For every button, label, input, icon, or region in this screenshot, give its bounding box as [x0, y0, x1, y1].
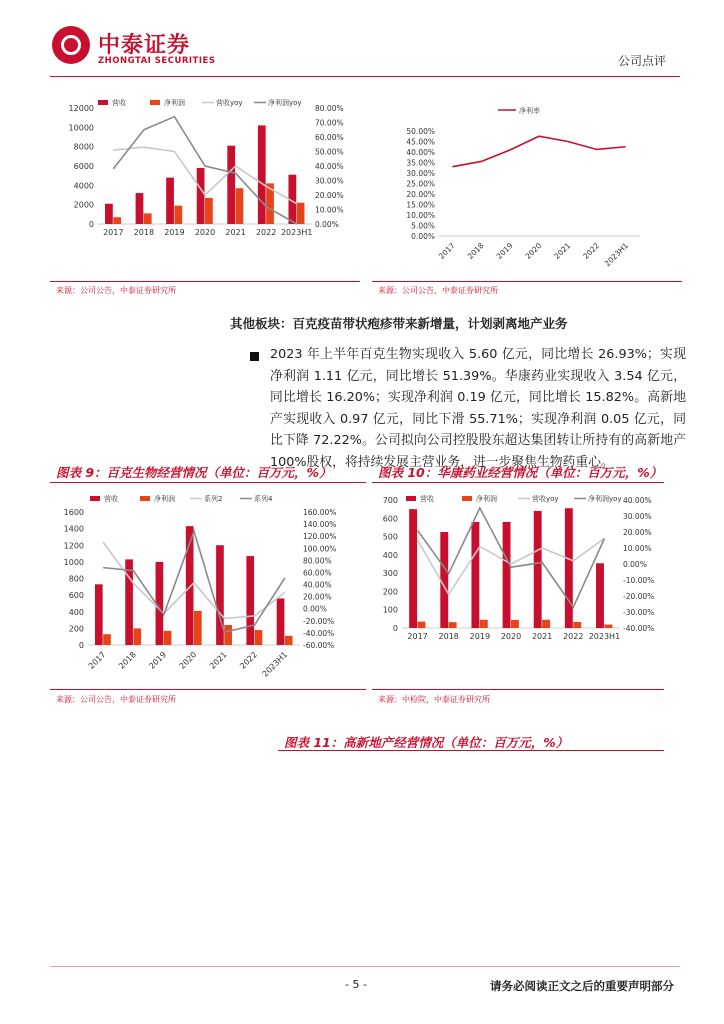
x-tick-label: 2021 [207, 650, 229, 671]
y-tick-label: 5.00% [411, 221, 435, 231]
x-tick-label: 2020 [194, 228, 216, 237]
figure9-title-divider [50, 482, 366, 483]
y-tick-label: 200 [382, 587, 398, 597]
logo-mark-icon [52, 26, 90, 64]
x-tick-label: 2018 [117, 650, 138, 671]
y-tick-label: 700 [382, 496, 398, 505]
y-tick-label: 400 [382, 550, 398, 560]
bar-营收 [440, 532, 448, 628]
legend-label-3: 系列4 [254, 495, 273, 503]
y-tick-label: 25.00% [406, 179, 435, 189]
x-tick-label: 2020 [500, 632, 522, 641]
y2-tick-label: 0.00% [623, 560, 647, 569]
bar-营收 [258, 125, 266, 224]
y-tick-label: 8000 [73, 142, 94, 152]
y-tick-label: 10000 [68, 123, 94, 133]
chart2-source: 来源：公司公告，中泰证券研究所 [378, 286, 498, 295]
bar-净利润 [194, 611, 202, 645]
legend-swatch-1 [150, 100, 160, 105]
y2-tick-label: 40.00% [315, 162, 344, 171]
y-tick-label: 45.00% [406, 137, 435, 147]
legend-label-1: 净利润 [154, 495, 175, 503]
y2-tick-label: 60.00% [303, 568, 332, 578]
x-tick-label: 2022 [563, 632, 584, 641]
x-tick-label: 2023H1 [588, 632, 621, 641]
line-net-margin [452, 136, 625, 166]
bar-净利润 [205, 198, 213, 224]
bar-净利润 [144, 213, 152, 224]
chart4-source-divider [372, 689, 664, 690]
x-tick-label: 2023H1 [280, 228, 313, 237]
y-tick-label: 1600 [63, 508, 84, 517]
y-tick-label: 400 [68, 607, 84, 617]
bar-净利润 [449, 622, 457, 628]
y2-tick-label: 160.00% [303, 508, 337, 517]
legend-label-0: 营收 [420, 495, 434, 503]
legend-label-2: 营收yoy [532, 495, 559, 503]
bar-营收 [471, 522, 479, 628]
x-tick-label: 2022 [581, 241, 602, 261]
bar-净利润 [285, 636, 293, 645]
legend-label-2: 系列2 [204, 495, 223, 503]
bar-营收 [227, 146, 235, 224]
y-tick-label: 0.00% [411, 232, 435, 241]
y-tick-label: 6000 [73, 162, 94, 171]
x-tick-label: 2021 [531, 632, 553, 641]
bar-净利润 [511, 620, 519, 628]
figure9-title: 图表 9：百克生物经营情况（单位：百万元，%） [56, 465, 332, 480]
x-tick-label: 2022 [255, 228, 277, 237]
y-tick-label: 50.00% [406, 127, 435, 136]
bar-净利润 [133, 628, 141, 645]
bar-净利润 [224, 625, 232, 645]
chart3-source: 来源：公司公告，中泰证券研究所 [56, 695, 176, 704]
chart-revenue-profit [50, 92, 360, 252]
y-tick-label: 0 [392, 624, 398, 633]
x-tick-label: 2019 [164, 228, 185, 237]
logo-text-cn: 中泰证券 [98, 33, 191, 58]
y2-tick-label: 40.00% [623, 496, 652, 505]
y-tick-label: 30.00% [406, 169, 435, 178]
footer-divider [50, 966, 680, 967]
legend-label-2: 营收yoy [216, 99, 243, 107]
y2-tick-label: 0.00% [315, 220, 339, 229]
y2-tick-label: 60.00% [315, 133, 344, 142]
y2-tick-label: -60.00% [303, 641, 335, 650]
x-tick-label: 2017 [436, 241, 457, 261]
bar-营收 [246, 556, 254, 645]
legend-label-1: 净利润 [164, 99, 185, 107]
y-tick-label: 35.00% [406, 158, 435, 168]
bar-营收 [125, 559, 133, 645]
bar-营收 [166, 178, 174, 224]
figure10-title: 图表 10：华康药业经营情况（单位：百万元，%） [378, 465, 663, 480]
y2-tick-label: 40.00% [303, 580, 332, 590]
x-tick-label: 2019 [469, 632, 491, 641]
x-tick-label: 2021 [225, 228, 246, 237]
chart2-source-divider [372, 281, 682, 282]
y2-tick-label: -40.00% [303, 628, 335, 638]
y2-tick-label: 50.00% [315, 147, 344, 157]
y-tick-label: 20.00% [406, 190, 435, 199]
x-tick-label: 2023H1 [260, 650, 290, 679]
x-tick-label: 2021 [552, 241, 573, 261]
x-tick-label: 2020 [523, 241, 544, 261]
bar-净利润 [573, 622, 581, 628]
bar-净利润 [297, 203, 305, 224]
legend-label-1: 净利润 [476, 495, 497, 503]
bar-净利润 [103, 634, 111, 645]
bar-净利润 [113, 217, 121, 224]
y2-tick-label: 120.00% [303, 532, 337, 542]
y-tick-label: 1400 [63, 524, 84, 534]
y-tick-label: 500 [382, 532, 398, 542]
y2-tick-label: 10.00% [315, 205, 344, 215]
bar-营收 [197, 168, 205, 224]
y-tick-label: 10.00% [406, 211, 435, 220]
y2-tick-label: 80.00% [315, 104, 344, 113]
bar-营收 [534, 511, 542, 628]
legend-swatch-1 [140, 496, 150, 501]
y2-tick-label: -40.00% [623, 624, 655, 633]
x-tick-label: 2017 [407, 632, 428, 641]
x-tick-label: 2017 [103, 228, 124, 237]
y2-tick-label: 80.00% [303, 556, 332, 566]
x-tick-label: 2018 [133, 228, 155, 237]
document-type: 公司点评 [617, 54, 666, 68]
chart-baike [50, 488, 366, 688]
y-tick-label: 100 [382, 605, 398, 615]
y2-tick-label: 0.00% [303, 604, 327, 614]
y-tick-label: 1200 [63, 541, 84, 551]
bar-营收 [136, 193, 144, 224]
bar-营收 [95, 584, 103, 645]
legend-label-3: 净利润yoy [588, 495, 622, 503]
y2-tick-label: 30.00% [315, 176, 344, 186]
y-tick-label: 800 [68, 574, 84, 584]
y2-tick-label: 20.00% [315, 191, 344, 200]
y2-tick-label: -20.00% [623, 592, 655, 601]
section-title: 其他板块：百克疫苗带状疱疹带来新增量，计划剥离地产业务 [230, 316, 568, 331]
y-tick-label: 4000 [73, 181, 94, 191]
x-tick-label: 2017 [86, 650, 108, 671]
figure11-title: 图表 11：高新地产经营情况（单位：百万元，%） [284, 735, 569, 750]
footer-disclaimer: 请务必阅读正文之后的重要声明部分 [490, 979, 674, 993]
bar-净利润 [164, 631, 172, 645]
header-divider [50, 76, 680, 77]
x-tick-label: 2018 [438, 632, 459, 641]
y2-tick-label: 70.00% [315, 118, 344, 128]
chart1-source-divider [50, 281, 360, 282]
y2-tick-label: 20.00% [303, 592, 332, 602]
bar-净利润 [604, 625, 612, 628]
y-tick-label: 0 [88, 220, 94, 229]
y-tick-label: 600 [68, 591, 84, 601]
y-tick-label: 0 [78, 641, 84, 650]
legend-swatch-0 [90, 496, 100, 501]
x-tick-label: 2023H1 [602, 241, 630, 268]
y2-tick-label: -20.00% [303, 616, 335, 626]
chart1-source: 来源：公司公告，中泰证券研究所 [56, 286, 176, 295]
legend-label-0: 营收 [104, 495, 118, 503]
x-tick-label: 2019 [147, 650, 169, 671]
legend-swatch-1 [462, 496, 472, 501]
y-tick-label: 40.00% [406, 148, 435, 157]
chart-net-margin [372, 98, 682, 268]
legend-swatch-0 [406, 496, 416, 501]
bar-营收 [503, 522, 511, 628]
y-tick-label: 15.00% [406, 200, 435, 210]
bar-净利润 [236, 188, 244, 224]
bar-净利润 [255, 630, 263, 645]
y-tick-label: 2000 [73, 200, 94, 210]
chart3-source-divider [50, 689, 366, 690]
legend-swatch-0 [98, 100, 108, 105]
legend-label-0: 营收 [112, 99, 126, 107]
x-tick-label: 2020 [177, 650, 199, 671]
y2-tick-label: 140.00% [303, 520, 337, 530]
figure11-title-divider [278, 750, 664, 751]
legend-label-3: 净利润yoy [268, 99, 302, 107]
chart-huakang [372, 488, 664, 648]
x-tick-label: 2022 [238, 650, 259, 671]
y2-tick-label: 20.00% [623, 528, 652, 537]
bar-净利润 [542, 620, 550, 628]
bar-营收 [565, 508, 573, 628]
y2-tick-label: 10.00% [623, 544, 652, 553]
y2-tick-label: 30.00% [623, 512, 652, 521]
figure10-title-divider [372, 482, 664, 483]
y2-tick-label: 100.00% [303, 544, 337, 554]
bar-营收 [216, 545, 224, 645]
logo-text-en: ZHONGTAI SECURITIES [98, 56, 216, 66]
y-tick-label: 600 [382, 514, 398, 524]
section-paragraph: 2023 年上半年百克生物实现收入 5.60 亿元，同比增长 26.93%；实现净利润 1.11 亿元，同比增长 51.39%。华康药业实现收入 3.54 亿元，同比增长 16.20%；实现净利润 0.19 亿元，同比增长 15.82%。高新地产实现收入 0.97 亿元，同比下滑 55.71%；实现净利润 0.05 亿元，同比下降 72.22%。公司拟向公司控股股东超达集团转让所持有的高新地产 100%股权，将持续发展主营业务，进一步聚焦生物药重心。 [270, 347, 686, 470]
legend-label-0: 净利率 [519, 107, 540, 115]
bar-净利润 [418, 622, 426, 628]
bar-净利润 [174, 206, 182, 224]
x-tick-label: 2018 [465, 241, 486, 261]
bar-营收 [105, 204, 113, 224]
bar-营收 [596, 563, 604, 628]
bar-营收 [409, 509, 417, 628]
y2-tick-label: -10.00% [623, 576, 655, 585]
y-tick-label: 12000 [68, 104, 94, 113]
y-tick-label: 200 [68, 624, 84, 634]
chart4-source: 来源：中检院，中泰证券研究所 [378, 695, 490, 704]
bar-营收 [277, 598, 285, 645]
y-tick-label: 300 [382, 569, 398, 579]
x-tick-label: 2019 [494, 241, 515, 261]
y2-tick-label: -30.00% [623, 608, 655, 617]
bar-净利润 [480, 620, 488, 628]
y-tick-label: 1000 [63, 557, 84, 567]
page-number: - 5 - [345, 978, 367, 991]
bullet-icon [250, 352, 259, 361]
